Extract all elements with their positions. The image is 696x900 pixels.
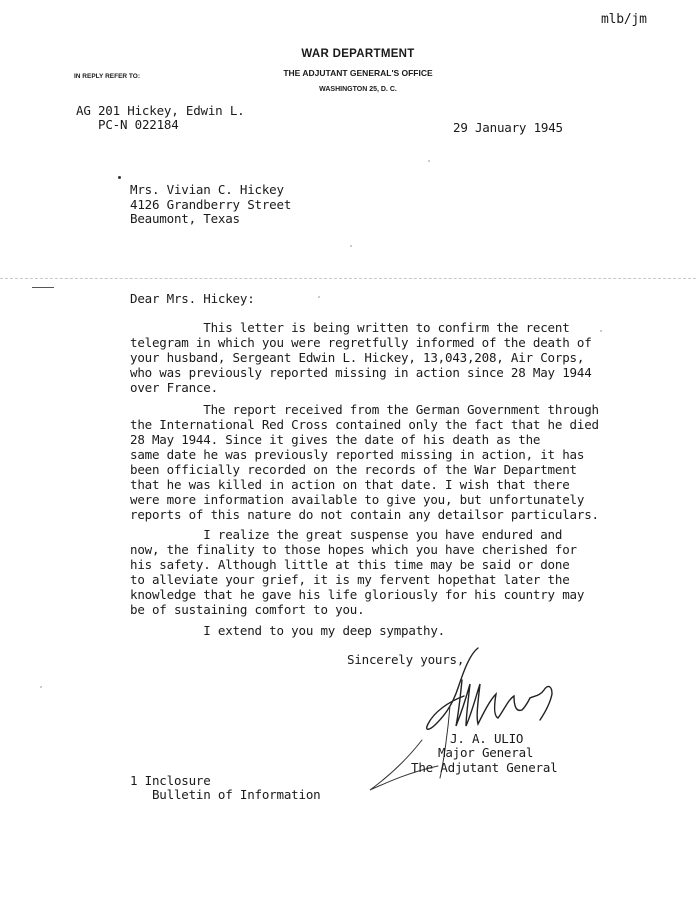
scan-speck [600,330,602,332]
paragraph-line: over France. [130,380,218,395]
scan-speck [118,176,121,179]
paragraph-line: be of sustaining comfort to you. [130,602,365,617]
recipient-street: 4126 Grandberry Street [130,197,292,212]
paragraph-line: the International Red Cross contained only the fact that he died [130,417,599,432]
reply-refer-label: IN REPLY REFER TO: [74,73,140,80]
paragraph-line: I realize the great suspense you have endured and [130,527,563,542]
fold-mark [32,287,54,288]
letterhead-location: WASHINGTON 25, D. C. [319,86,397,93]
reference-line-2: PC-N 022184 [98,117,179,132]
paragraph-line: knowledge that he gave his life gloriously for his country may [130,587,585,602]
recipient-name: Mrs. Vivian C. Hickey [130,182,284,197]
letterhead-department: WAR DEPARTMENT [301,48,415,60]
paragraph-line: his safety. Although little at this time may be said or done [130,557,570,572]
signer-name: J. A. ULIO [450,731,524,746]
paragraph-line: The report received from the German Government through [130,402,599,417]
paragraph-line: telegram in which you were regretfully informed of the death of [130,335,592,350]
scan-speck [350,245,352,247]
letterhead-office: THE ADJUTANT GENERAL'S OFFICE [283,68,433,78]
scan-speck [40,686,42,688]
reference-line-1: AG 201 Hickey, Edwin L. [76,103,245,118]
paragraph-line: who was previously reported missing in action since 28 May 1944 [130,365,592,380]
enclosure-line-2: Bulletin of Information [130,787,321,802]
body-paragraph-2 [130,402,599,522]
paragraph-line: I extend to you my deep sympathy. [130,623,446,638]
paragraph-line: reports of this nature do not contain any detailsor particulars. [130,507,599,522]
paragraph-line: same date he was previously reported missing in action, it has [130,447,585,462]
paragraph-line: been officially recorded on the records of the War Department [130,462,577,477]
paragraph-line: were more information available to give you, but unfortunately [130,492,585,507]
letter-date: 29 January 1945 [453,120,563,135]
body-paragraph-3 [130,527,585,617]
signer-rank: Major General [438,745,534,760]
paragraph-line: that he was killed in action on that date. I wish that there [130,477,570,492]
paragraph-line: to alleviate your grief, it is my fervent hopethat later the [130,572,570,587]
scan-speck [428,160,430,162]
closing: Sincerely yours, [347,652,465,667]
salutation: Dear Mrs. Hickey: [130,291,255,306]
paragraph-line: your husband, Sergeant Edwin L. Hickey, 13,043,208, Air Corps, [130,350,585,365]
paragraph-line: now, the finality to those hopes which you have cherished for [130,542,577,557]
fold-line [0,278,696,279]
signer-title: The Adjutant General [411,760,558,775]
enclosure-line-1: 1 Inclosure [130,773,211,788]
handwritten-signature [358,640,578,800]
body-paragraph-4 [130,623,580,638]
body-paragraph-1 [130,320,592,395]
paragraph-line: This letter is being written to confirm the recent [130,320,570,335]
typist-initials: mlb/jm [601,12,647,27]
recipient-city: Beaumont, Texas [130,211,240,226]
paragraph-line: 28 May 1944. Since it gives the date of his death as the [130,432,541,447]
scan-speck [318,296,320,298]
